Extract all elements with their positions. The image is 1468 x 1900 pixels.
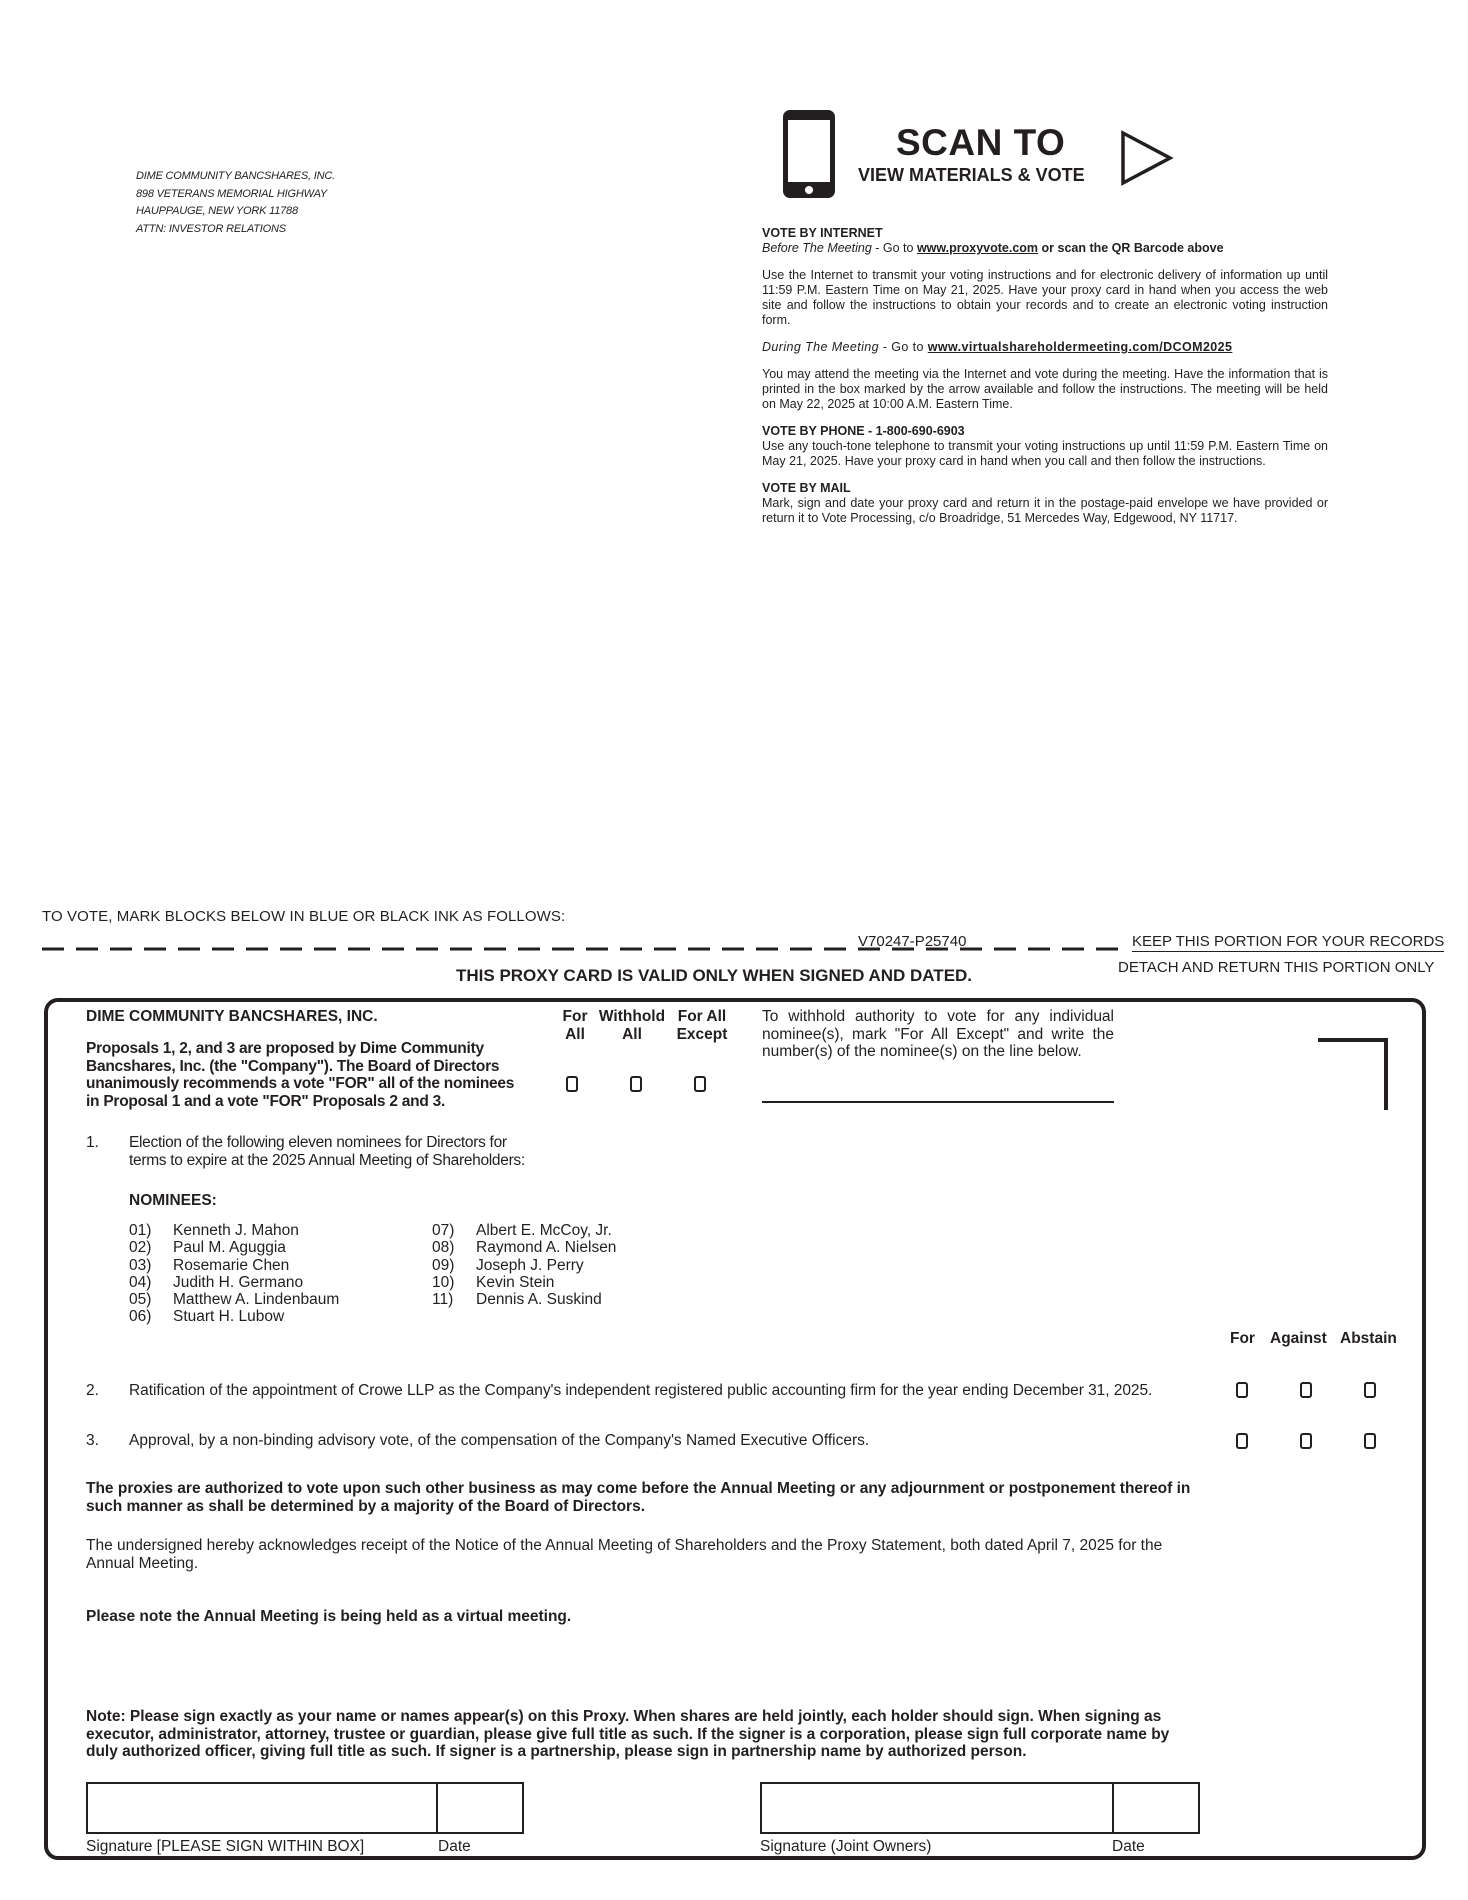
nominee [432, 1239, 616, 1256]
nominee [432, 1291, 616, 1308]
nominees-right-list [432, 1222, 616, 1308]
other-business-text: The proxies are authorized to vote upon such other business as may come before the Annual Meeting or any adjournment or postponement thereof in such manner as shall be determined by a majority of the Board of Directors. [86, 1480, 1191, 1515]
nominee [129, 1222, 339, 1239]
nominee-name: Kenneth J. Mahon [173, 1222, 299, 1239]
col-label: All [622, 1025, 642, 1043]
nominees-left-list [129, 1222, 339, 1326]
nominee-name: Joseph J. Perry [476, 1256, 584, 1274]
validity-notice: THIS PROXY CARD IS VALID ONLY WHEN SIGNED AND DATED. [456, 966, 973, 985]
nominee [432, 1274, 616, 1291]
proposal-2-against-checkbox[interactable] [1300, 1382, 1312, 1398]
scan-title: SCAN TO [896, 122, 1066, 163]
nominee-number: 10) [432, 1273, 455, 1291]
goto-text: - Go to [871, 241, 917, 255]
joint-signature-box[interactable] [760, 1782, 1114, 1834]
keep-portion-label: KEEP THIS PORTION FOR YOUR RECORDS [1132, 933, 1445, 950]
proposal-3-abstain-checkbox[interactable] [1364, 1433, 1376, 1449]
vote-header-against: Against [1270, 1330, 1327, 1347]
internet-before-text: Use the Internet to transmit your voting instructions and for electronic delivery of information up until 11:59 P.M. Eastern Time on May 21, 2025. Have your proxy card in hand when you access the web site and follow the instructions to obtain your records and to create an electronic voting instruction form. [762, 268, 1328, 327]
during-meeting-label: During The Meeting [762, 340, 879, 354]
signature-box[interactable] [86, 1782, 438, 1834]
virtual-meeting-link[interactable]: www.virtualshareholdermeeting.com/DCOM2025 [927, 340, 1233, 354]
before-meeting-line [762, 241, 1328, 256]
mailing-address [136, 168, 335, 238]
proposal-3-number: 3. [86, 1432, 99, 1449]
withhold-instructions: To withhold authority to vote for any individual nominee(s), mark "For All Except" and write the number(s) of the nominee(s) on the line below. [762, 1008, 1114, 1060]
address-line: HAUPPAUGE, NEW YORK 11788 [136, 205, 298, 217]
control-code: V70247-P25740 [858, 933, 967, 950]
nominee-name: Albert E. McCoy, Jr. [476, 1222, 612, 1239]
nominees-label: NOMINEES: [129, 1192, 217, 1209]
board-recommendation: Proposals 1, 2, and 3 are proposed by Dime Community Bancshares, Inc. (the "Company"). The Board of Directors unanimously recommends a vote "FOR" all of the nominees in Proposal 1 and a vote "FOR" Proposals 2 and 3. [86, 1040, 515, 1110]
phone-icon [782, 109, 836, 199]
nominee-name: Kevin Stein [476, 1273, 555, 1291]
col-label: Except [676, 1025, 728, 1043]
withhold-all-checkbox[interactable] [630, 1076, 642, 1092]
col-label: All [565, 1025, 585, 1043]
mail-heading: VOTE BY MAIL [762, 481, 851, 495]
address-line: ATTN: INVESTOR RELATIONS [136, 222, 286, 235]
col-label: For All [677, 1008, 727, 1025]
nominee [129, 1239, 339, 1256]
proposal-2-for-checkbox[interactable] [1236, 1382, 1248, 1398]
nominee [129, 1257, 339, 1274]
nominee [432, 1222, 616, 1239]
nominee [129, 1291, 339, 1308]
nominee-number: 05) [129, 1291, 152, 1308]
col-for-all-except [670, 1008, 734, 1043]
nominee-exception-line[interactable] [762, 1101, 1114, 1103]
phone-text: Use any touch-tone telephone to transmit your voting instructions up until 11:59 P.M. Eastern Time on May 21, 2025. Have your proxy card in hand when you call and then follow the instructions. [762, 439, 1328, 468]
nominee-name: Rosemarie Chen [173, 1256, 290, 1274]
detach-portion-label: DETACH AND RETURN THIS PORTION ONLY [1118, 959, 1435, 976]
col-label: Withhold [598, 1008, 666, 1025]
nominee-number: 11) [432, 1291, 454, 1308]
before-meeting-label: Before The Meeting [762, 241, 872, 255]
address-line: 898 VETERANS MEMORIAL HIGHWAY [136, 187, 328, 200]
proposal-1-number: 1. [86, 1134, 99, 1151]
col-withhold-all [592, 1008, 672, 1043]
nominee [129, 1308, 339, 1325]
goto-text: - Go to [878, 340, 928, 354]
mark-instructions: TO VOTE, MARK BLOCKS BELOW IN BLUE OR BLACK INK AS FOLLOWS: [42, 908, 566, 925]
voting-instructions [762, 226, 1328, 526]
nominee-number: 08) [432, 1239, 455, 1257]
proxyvote-link[interactable]: www.proxyvote.com [916, 241, 1039, 255]
proposal-1-text: Election of the following eleven nominees for Directors for terms to expire at the 2025 Annual Meeting of Shareholders: [129, 1134, 525, 1169]
during-meeting-line [762, 340, 1328, 355]
corner-mark [1318, 1038, 1388, 1110]
nominee-name: Stuart H. Lubow [173, 1308, 285, 1326]
nominee-name: Matthew A. Lindenbaum [173, 1291, 340, 1308]
proposal-3-against-checkbox[interactable] [1300, 1433, 1312, 1449]
nominee-number: 09) [432, 1256, 455, 1274]
joint-date-label: Date [1112, 1838, 1145, 1855]
col-for-all [558, 1008, 592, 1043]
nominee-name: Paul M. Aguggia [173, 1239, 286, 1257]
arrow-icon [1120, 130, 1174, 186]
nominee-number: 07) [432, 1222, 455, 1239]
internet-during-text: You may attend the meeting via the Internet and vote during the meeting. Have the information that is printed in the box marked by the arrow available and follow the instructions. The meeting will be held on May 22, 2025 at 10:00 A.M. Eastern Time. [762, 367, 1328, 411]
internet-heading: VOTE BY INTERNET [762, 226, 883, 240]
scan-subtitle: VIEW MATERIALS & VOTE [858, 165, 1085, 185]
nominee-name: Judith H. Germano [173, 1273, 304, 1291]
nominee-number: 01) [129, 1222, 152, 1239]
mail-text: Mark, sign and date your proxy card and return it in the postage-paid envelope we have provided or return it to Vote Processing, c/o Broadridge, 51 Mercedes Way, Edgewood, NY 11717. [762, 496, 1328, 525]
virtual-meeting-note: Please note the Annual Meeting is being held as a virtual meeting. [86, 1608, 572, 1625]
proposal-2-abstain-checkbox[interactable] [1364, 1382, 1376, 1398]
joint-signature-label: Signature (Joint Owners) [760, 1838, 932, 1855]
joint-date-box[interactable] [1112, 1782, 1200, 1834]
nominee-number: 06) [129, 1308, 152, 1326]
proposal-2-number: 2. [86, 1382, 99, 1399]
nominee [129, 1274, 339, 1291]
qr-text: or scan the QR Barcode above [1038, 241, 1224, 255]
signature-label: Signature [PLEASE SIGN WITHIN BOX] [86, 1838, 365, 1855]
vote-header-abstain: Abstain [1340, 1330, 1397, 1347]
col-label: For [562, 1008, 588, 1025]
for-all-checkbox[interactable] [566, 1076, 578, 1092]
address-line: DIME COMMUNITY BANCSHARES, INC. [136, 170, 335, 182]
nominee-name: Raymond A. Nielsen [476, 1239, 617, 1257]
for-all-except-checkbox[interactable] [694, 1076, 706, 1092]
nominee-number: 02) [129, 1239, 152, 1257]
card-company-name: DIME COMMUNITY BANCSHARES, INC. [86, 1008, 378, 1025]
proposal-3-for-checkbox[interactable] [1236, 1433, 1248, 1449]
acknowledgement-text: The undersigned hereby acknowledges receipt of the Notice of the Annual Meeting of Shareholders and the Proxy Statement, both dated April 7, 2025 for the Annual Meeting. [86, 1537, 1163, 1572]
date-label: Date [438, 1838, 471, 1855]
nominee-number: 03) [129, 1256, 152, 1274]
signing-instructions: Note: Please sign exactly as your name or names appear(s) on this Proxy. When shares are held jointly, each holder should sign. When signing as executor, administrator, attorney, trustee or guardian, please give full title as such. If the signer is a corporation, please sign full corporate name by duly authorized officer, giving full title as such. If signer is a partnership, please sign in partnership name by authorized person. [86, 1708, 1170, 1760]
vote-header-for: For [1230, 1330, 1255, 1347]
date-box[interactable] [436, 1782, 524, 1834]
phone-heading: VOTE BY PHONE - 1-800-690-6903 [762, 424, 965, 438]
proposal-3-text: Approval, by a non-binding advisory vote, of the compensation of the Company's Named Executive Officers. [129, 1432, 870, 1449]
proposal-2-text: Ratification of the appointment of Crowe LLP as the Company's independent registered public accounting firm for the year ending December 31, 2025. [129, 1382, 1153, 1399]
nominee-name: Dennis A. Suskind [476, 1291, 602, 1308]
nominee [432, 1257, 616, 1274]
nominee-number: 04) [129, 1273, 152, 1291]
